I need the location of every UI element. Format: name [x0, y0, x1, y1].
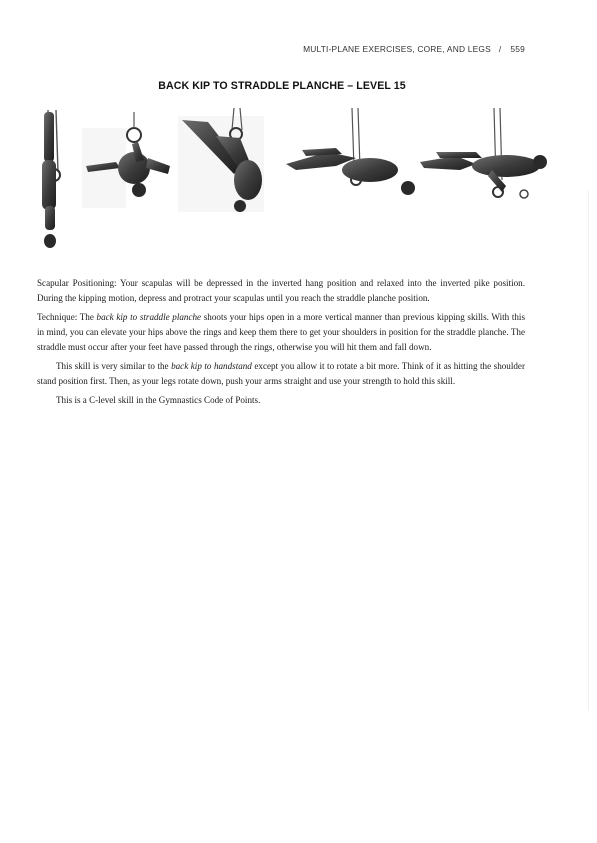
figure-sequence — [36, 108, 554, 254]
body-text — [37, 276, 525, 412]
level-paragraph: This is a C-level skill in the Gymnastics Code of Points. — [56, 394, 261, 405]
rotation-figure — [286, 108, 415, 195]
similar-prefix: This skill is very similar to the — [56, 360, 172, 371]
technique-term: back kip to straddle planche — [96, 312, 202, 323]
running-head-section: MULTI-PLANE EXERCISES, CORE, AND LEGS — [303, 44, 491, 54]
section-title: BACK KIP TO STRADDLE PLANCHE – LEVEL 15 — [158, 80, 406, 92]
similar-skill-paragraph — [37, 359, 525, 388]
page-edge-shadow — [588, 190, 589, 710]
technique-rest: shoots your hips open in a more vertical manner than previous kipping skills. With this in mind, you can elevate your hips above the rings and keep them there to get your shoulders in position for the straddle planche. The straddle must occur after your feet have passed through the rings, otherwise you will hit them and fall down. — [37, 312, 525, 352]
running-head-separator: / — [498, 44, 502, 54]
inverted-hang-figure — [42, 110, 60, 248]
scapular-paragraph: Scapular Positioning: Your scapulas will be depressed in the inverted hang position and relaxed into the inverted pike position. During the kipping motion, depress and protract your scapulas until you reach the straddle planche position. — [37, 278, 525, 303]
layout-figure — [420, 108, 547, 197]
running-head — [303, 44, 525, 54]
page-number: 559 — [510, 44, 525, 54]
similar-rest: except you allow it to rotate a bit more. Think of it as hitting the shoulder stand position first. Then, as your legs rotate down, push your arms straight and use your strength to hold this skill. — [37, 360, 525, 386]
straddle-planche-figure — [520, 190, 528, 198]
technique-paragraph — [37, 310, 525, 354]
kip-extension-figure — [178, 108, 264, 212]
inverted-pike-figure — [82, 112, 170, 208]
similar-term: back kip to handstand — [171, 360, 252, 371]
technique-prefix: Technique: The — [37, 312, 97, 323]
